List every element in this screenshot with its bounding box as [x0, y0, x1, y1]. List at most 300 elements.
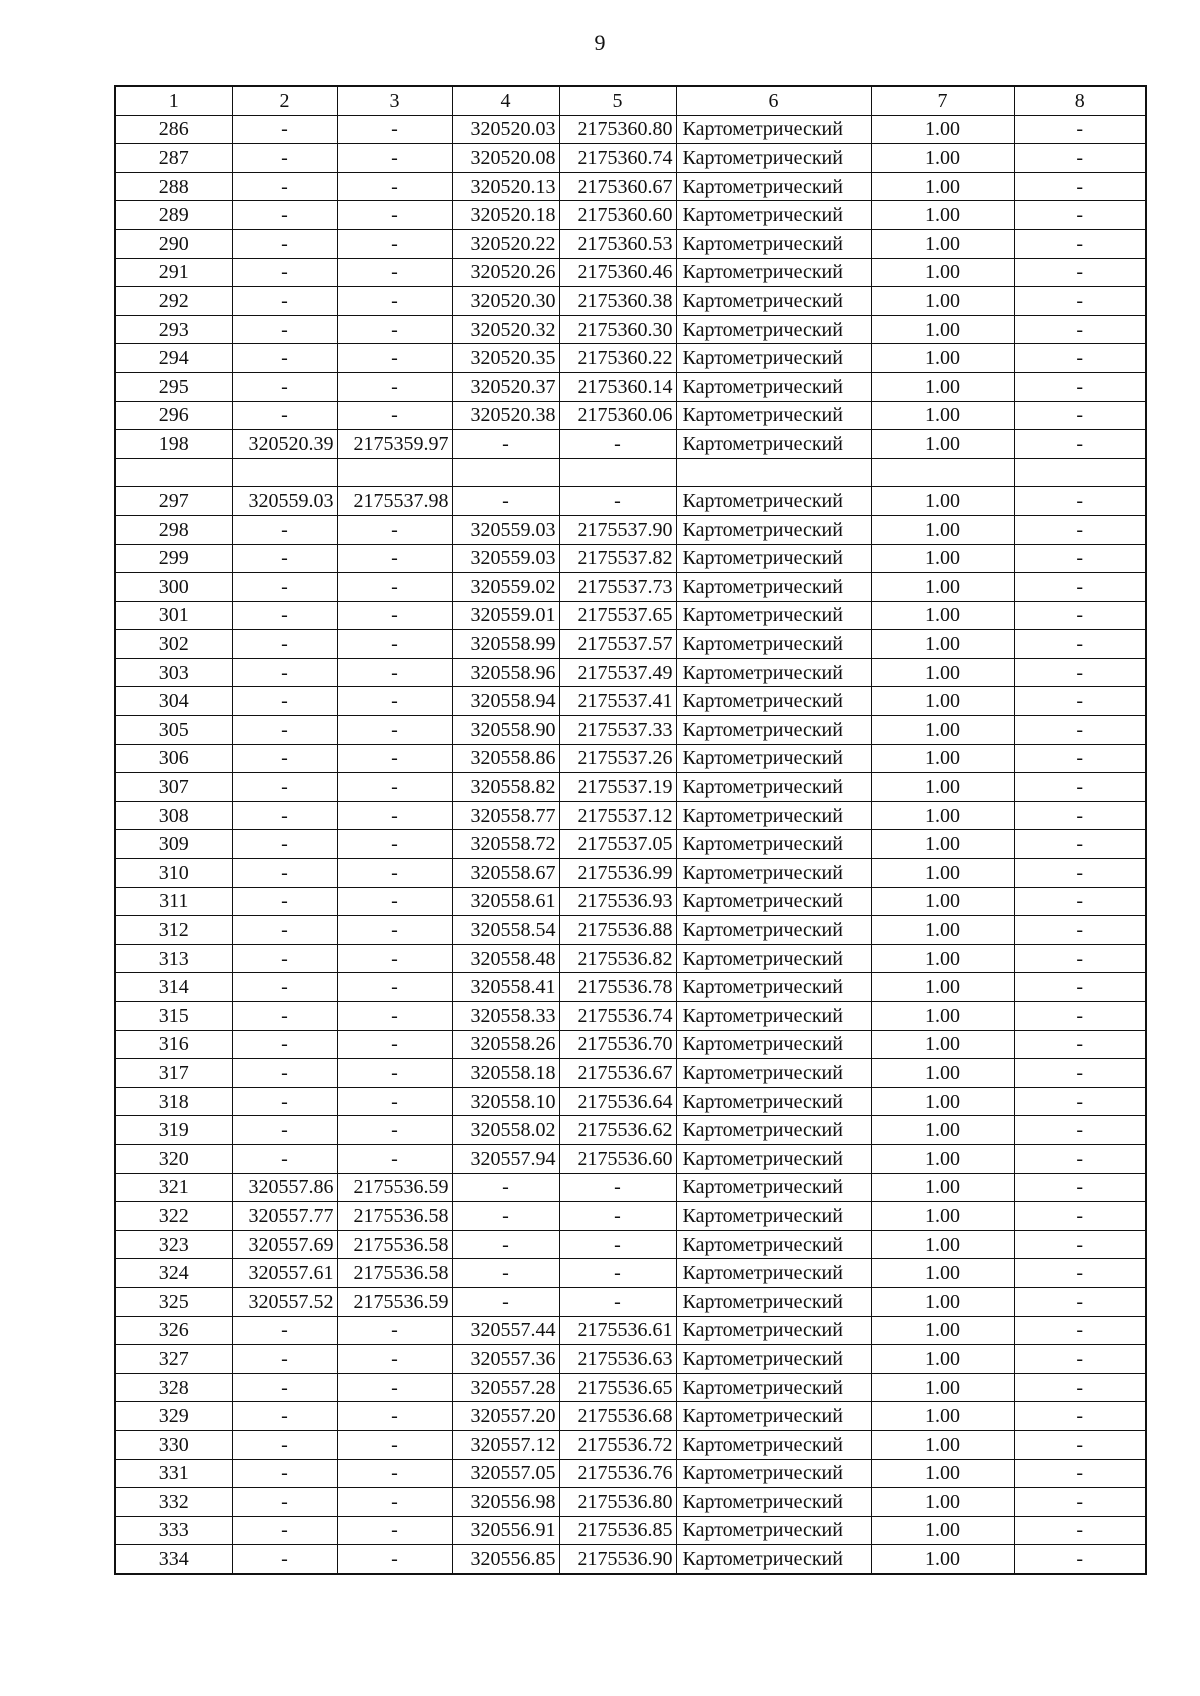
header-cell: 4 — [452, 86, 559, 115]
y-new-cell: 2175536.61 — [559, 1316, 676, 1345]
method-cell: Картометрический — [676, 201, 871, 230]
y-new-cell: 2175537.33 — [559, 716, 676, 745]
method-cell: Картометрический — [676, 487, 871, 516]
x-old-cell: - — [232, 744, 337, 773]
point-number-cell: 318 — [115, 1087, 232, 1116]
method-cell: Картометрический — [676, 1202, 871, 1231]
x-old-cell: - — [232, 401, 337, 430]
y-new-cell: 2175360.53 — [559, 229, 676, 258]
table-row — [115, 573, 1146, 602]
x-old-cell: - — [232, 687, 337, 716]
x-new-cell: 320558.48 — [452, 944, 559, 973]
y-old-cell: - — [337, 887, 452, 916]
y-old-cell: - — [337, 344, 452, 373]
y-old-cell: - — [337, 1373, 452, 1402]
accuracy-cell: 1.00 — [871, 716, 1014, 745]
y-old-cell: 2175359.97 — [337, 430, 452, 459]
accuracy-cell: 1.00 — [871, 1002, 1014, 1031]
y-new-cell: 2175536.74 — [559, 1002, 676, 1031]
accuracy-cell: 1.00 — [871, 630, 1014, 659]
method-cell: Картометрический — [676, 1173, 871, 1202]
method-cell: Картометрический — [676, 573, 871, 602]
x-new-cell: 320558.61 — [452, 887, 559, 916]
x-new-cell: - — [452, 1173, 559, 1202]
y-old-cell: 2175537.98 — [337, 487, 452, 516]
method-cell: Картометрический — [676, 1402, 871, 1431]
point-number-cell: 330 — [115, 1430, 232, 1459]
y-new-cell: 2175536.76 — [559, 1459, 676, 1488]
method-cell: Картометрический — [676, 544, 871, 573]
y-new-cell: 2175536.60 — [559, 1144, 676, 1173]
x-old-cell: 320557.77 — [232, 1202, 337, 1231]
accuracy-cell: 1.00 — [871, 401, 1014, 430]
x-new-cell: - — [452, 1259, 559, 1288]
x-old-cell: - — [232, 887, 337, 916]
y-old-cell: - — [337, 1030, 452, 1059]
y-new-cell: 2175537.65 — [559, 601, 676, 630]
accuracy-cell: 1.00 — [871, 916, 1014, 945]
y-old-cell: - — [337, 372, 452, 401]
x-new-cell: 320558.90 — [452, 716, 559, 745]
accuracy-cell: 1.00 — [871, 1373, 1014, 1402]
y-old-cell: - — [337, 687, 452, 716]
accuracy-cell: 1.00 — [871, 344, 1014, 373]
table-row — [115, 544, 1146, 573]
point-number-cell: 301 — [115, 601, 232, 630]
table-row — [115, 944, 1146, 973]
accuracy-cell: 1.00 — [871, 1173, 1014, 1202]
x-old-cell: - — [232, 315, 337, 344]
accuracy-cell: 1.00 — [871, 201, 1014, 230]
header-cell: 7 — [871, 86, 1014, 115]
x-old-cell: - — [232, 115, 337, 144]
y-new-cell: 2175537.57 — [559, 630, 676, 659]
description-cell: - — [1014, 1087, 1146, 1116]
y-old-cell: - — [337, 1087, 452, 1116]
accuracy-cell: 1.00 — [871, 573, 1014, 602]
accuracy-cell: 1.00 — [871, 487, 1014, 516]
x-new-cell: - — [452, 1287, 559, 1316]
y-new-cell: 2175536.93 — [559, 887, 676, 916]
header-cell: 6 — [676, 86, 871, 115]
table-row — [115, 716, 1146, 745]
table-row — [115, 344, 1146, 373]
table-row — [115, 315, 1146, 344]
y-new-cell: 2175536.65 — [559, 1373, 676, 1402]
method-cell: Картометрический — [676, 973, 871, 1002]
y-new-cell: 2175360.38 — [559, 287, 676, 316]
y-old-cell: - — [337, 601, 452, 630]
accuracy-cell: 1.00 — [871, 859, 1014, 888]
accuracy-cell: 1.00 — [871, 144, 1014, 173]
x-new-cell: 320558.86 — [452, 744, 559, 773]
table-row — [115, 973, 1146, 1002]
table-row — [115, 372, 1146, 401]
x-old-cell: 320557.61 — [232, 1259, 337, 1288]
x-new-cell: 320559.03 — [452, 515, 559, 544]
method-cell: Картометрический — [676, 944, 871, 973]
method-cell: Картометрический — [676, 1373, 871, 1402]
y-old-cell — [337, 458, 452, 487]
method-cell: Картометрический — [676, 830, 871, 859]
y-new-cell: 2175360.22 — [559, 344, 676, 373]
y-new-cell: 2175536.68 — [559, 1402, 676, 1431]
description-cell: - — [1014, 687, 1146, 716]
y-old-cell: - — [337, 315, 452, 344]
x-old-cell: - — [232, 1430, 337, 1459]
y-new-cell: 2175360.74 — [559, 144, 676, 173]
accuracy-cell: 1.00 — [871, 1059, 1014, 1088]
description-cell: - — [1014, 115, 1146, 144]
description-cell: - — [1014, 1488, 1146, 1517]
x-new-cell — [452, 458, 559, 487]
table-row — [115, 630, 1146, 659]
table-row — [115, 1230, 1146, 1259]
y-new-cell: 2175536.62 — [559, 1116, 676, 1145]
x-old-cell: 320557.52 — [232, 1287, 337, 1316]
x-new-cell: 320558.99 — [452, 630, 559, 659]
y-old-cell: - — [337, 287, 452, 316]
table-row — [115, 744, 1146, 773]
x-new-cell: 320559.03 — [452, 544, 559, 573]
method-cell: Картометрический — [676, 1259, 871, 1288]
y-old-cell: - — [337, 1002, 452, 1031]
y-new-cell: 2175536.78 — [559, 973, 676, 1002]
x-old-cell: - — [232, 859, 337, 888]
method-cell: Картометрический — [676, 601, 871, 630]
point-number-cell: 294 — [115, 344, 232, 373]
accuracy-cell: 1.00 — [871, 229, 1014, 258]
table-row — [115, 487, 1146, 516]
description-cell: - — [1014, 544, 1146, 573]
method-cell: Картометрический — [676, 229, 871, 258]
y-new-cell: - — [559, 430, 676, 459]
x-new-cell: 320558.26 — [452, 1030, 559, 1059]
y-new-cell: 2175537.73 — [559, 573, 676, 602]
table-row — [115, 1116, 1146, 1145]
y-old-cell: - — [337, 801, 452, 830]
x-old-cell: - — [232, 1402, 337, 1431]
x-old-cell: 320520.39 — [232, 430, 337, 459]
x-old-cell: - — [232, 372, 337, 401]
point-number-cell: 322 — [115, 1202, 232, 1231]
accuracy-cell: 1.00 — [871, 1030, 1014, 1059]
point-number-cell: 316 — [115, 1030, 232, 1059]
y-old-cell: - — [337, 229, 452, 258]
table-row — [115, 1345, 1146, 1374]
point-number-cell: 320 — [115, 1144, 232, 1173]
method-cell: Картометрический — [676, 1030, 871, 1059]
accuracy-cell: 1.00 — [871, 1488, 1014, 1517]
x-new-cell: 320559.02 — [452, 573, 559, 602]
x-new-cell: 320520.38 — [452, 401, 559, 430]
description-cell: - — [1014, 258, 1146, 287]
method-cell: Картометрический — [676, 1345, 871, 1374]
table-row — [115, 1516, 1146, 1545]
description-cell: - — [1014, 859, 1146, 888]
y-old-cell: - — [337, 144, 452, 173]
y-old-cell: - — [337, 973, 452, 1002]
accuracy-cell: 1.00 — [871, 1459, 1014, 1488]
point-number-cell: 312 — [115, 916, 232, 945]
table-row — [115, 1316, 1146, 1345]
table-row — [115, 1144, 1146, 1173]
description-cell: - — [1014, 773, 1146, 802]
method-cell: Картометрический — [676, 515, 871, 544]
x-new-cell: 320520.22 — [452, 229, 559, 258]
y-old-cell: - — [337, 1516, 452, 1545]
table-header-row — [115, 86, 1146, 115]
table-row — [115, 201, 1146, 230]
table-row — [115, 1259, 1146, 1288]
x-old-cell: - — [232, 1116, 337, 1145]
table-row — [115, 773, 1146, 802]
header-cell: 2 — [232, 86, 337, 115]
point-number-cell: 300 — [115, 573, 232, 602]
point-number-cell: 288 — [115, 172, 232, 201]
y-old-cell: 2175536.58 — [337, 1230, 452, 1259]
table-row — [115, 287, 1146, 316]
point-number-cell: 297 — [115, 487, 232, 516]
x-new-cell: - — [452, 487, 559, 516]
x-old-cell: - — [232, 944, 337, 973]
point-number-cell: 292 — [115, 287, 232, 316]
accuracy-cell: 1.00 — [871, 1116, 1014, 1145]
y-new-cell: - — [559, 1259, 676, 1288]
accuracy-cell: 1.00 — [871, 658, 1014, 687]
point-number-cell: 328 — [115, 1373, 232, 1402]
y-old-cell: - — [337, 744, 452, 773]
method-cell: Картометрический — [676, 1545, 871, 1574]
description-cell: - — [1014, 1402, 1146, 1431]
y-old-cell: - — [337, 1144, 452, 1173]
table-row — [115, 229, 1146, 258]
y-old-cell: - — [337, 115, 452, 144]
y-new-cell: 2175537.12 — [559, 801, 676, 830]
method-cell: Картометрический — [676, 401, 871, 430]
x-old-cell: - — [232, 1516, 337, 1545]
x-old-cell: - — [232, 201, 337, 230]
y-old-cell: - — [337, 773, 452, 802]
y-old-cell: 2175536.58 — [337, 1202, 452, 1231]
table-row — [115, 1373, 1146, 1402]
table-row — [115, 401, 1146, 430]
method-cell: Картометрический — [676, 1059, 871, 1088]
description-cell: - — [1014, 430, 1146, 459]
accuracy-cell: 1.00 — [871, 687, 1014, 716]
x-new-cell: 320520.03 — [452, 115, 559, 144]
x-old-cell: - — [232, 1087, 337, 1116]
x-old-cell: - — [232, 1345, 337, 1374]
y-new-cell: 2175536.88 — [559, 916, 676, 945]
y-new-cell: 2175537.19 — [559, 773, 676, 802]
description-cell: - — [1014, 1259, 1146, 1288]
table-row — [115, 1402, 1146, 1431]
method-cell: Картометрический — [676, 1087, 871, 1116]
table-row — [115, 658, 1146, 687]
x-new-cell: 320558.77 — [452, 801, 559, 830]
y-new-cell: 2175536.70 — [559, 1030, 676, 1059]
x-old-cell — [232, 458, 337, 487]
description-cell: - — [1014, 1287, 1146, 1316]
table-row — [115, 687, 1146, 716]
description-cell: - — [1014, 658, 1146, 687]
table-row — [115, 1002, 1146, 1031]
point-number-cell: 310 — [115, 859, 232, 888]
x-new-cell: 320520.08 — [452, 144, 559, 173]
description-cell: - — [1014, 1545, 1146, 1574]
table-row — [115, 430, 1146, 459]
method-cell: Картометрический — [676, 344, 871, 373]
accuracy-cell: 1.00 — [871, 601, 1014, 630]
y-new-cell: 2175537.90 — [559, 515, 676, 544]
point-number-cell: 293 — [115, 315, 232, 344]
y-old-cell: - — [337, 172, 452, 201]
point-number-cell: 333 — [115, 1516, 232, 1545]
y-new-cell: 2175536.63 — [559, 1345, 676, 1374]
y-old-cell: - — [337, 1345, 452, 1374]
x-new-cell: 320558.72 — [452, 830, 559, 859]
point-number-cell: 286 — [115, 115, 232, 144]
y-old-cell: 2175536.59 — [337, 1173, 452, 1202]
point-number-cell: 309 — [115, 830, 232, 859]
x-new-cell: 320558.02 — [452, 1116, 559, 1145]
accuracy-cell: 1.00 — [871, 1402, 1014, 1431]
method-cell: Картометрический — [676, 916, 871, 945]
point-number-cell — [115, 458, 232, 487]
description-cell: - — [1014, 1202, 1146, 1231]
table-row — [115, 859, 1146, 888]
table-row — [115, 1030, 1146, 1059]
table-row — [115, 1545, 1146, 1574]
y-old-cell: - — [337, 630, 452, 659]
y-new-cell: 2175360.60 — [559, 201, 676, 230]
accuracy-cell: 1.00 — [871, 372, 1014, 401]
method-cell: Картометрический — [676, 1459, 871, 1488]
y-old-cell: - — [337, 1430, 452, 1459]
description-cell: - — [1014, 1373, 1146, 1402]
x-old-cell: - — [232, 1030, 337, 1059]
accuracy-cell: 1.00 — [871, 115, 1014, 144]
y-new-cell: 2175536.99 — [559, 859, 676, 888]
table-row — [115, 1087, 1146, 1116]
x-old-cell: - — [232, 1373, 337, 1402]
x-new-cell: 320557.20 — [452, 1402, 559, 1431]
y-old-cell: - — [337, 830, 452, 859]
description-cell: - — [1014, 287, 1146, 316]
description-cell: - — [1014, 372, 1146, 401]
y-old-cell: - — [337, 916, 452, 945]
description-cell: - — [1014, 1173, 1146, 1202]
point-number-cell: 303 — [115, 658, 232, 687]
accuracy-cell: 1.00 — [871, 1287, 1014, 1316]
accuracy-cell: 1.00 — [871, 773, 1014, 802]
method-cell: Картометрический — [676, 658, 871, 687]
description-cell: - — [1014, 916, 1146, 945]
x-new-cell: - — [452, 1202, 559, 1231]
table-row — [115, 1202, 1146, 1231]
header-cell: 5 — [559, 86, 676, 115]
y-old-cell: - — [337, 573, 452, 602]
x-new-cell: 320520.30 — [452, 287, 559, 316]
point-number-cell: 311 — [115, 887, 232, 916]
description-cell: - — [1014, 801, 1146, 830]
point-number-cell: 290 — [115, 229, 232, 258]
description-cell: - — [1014, 601, 1146, 630]
description-cell: - — [1014, 1059, 1146, 1088]
description-cell: - — [1014, 172, 1146, 201]
y-new-cell: 2175360.06 — [559, 401, 676, 430]
x-old-cell: - — [232, 830, 337, 859]
accuracy-cell: 1.00 — [871, 1202, 1014, 1231]
description-cell: - — [1014, 973, 1146, 1002]
x-old-cell: - — [232, 258, 337, 287]
y-old-cell: - — [337, 1316, 452, 1345]
accuracy-cell: 1.00 — [871, 1345, 1014, 1374]
accuracy-cell: 1.00 — [871, 544, 1014, 573]
y-new-cell: 2175360.80 — [559, 115, 676, 144]
method-cell: Картометрический — [676, 258, 871, 287]
point-number-cell: 302 — [115, 630, 232, 659]
method-cell: Картометрический — [676, 372, 871, 401]
description-cell: - — [1014, 144, 1146, 173]
x-new-cell: 320558.10 — [452, 1087, 559, 1116]
point-number-cell: 198 — [115, 430, 232, 459]
x-old-cell: 320559.03 — [232, 487, 337, 516]
x-old-cell: - — [232, 1488, 337, 1517]
y-old-cell: - — [337, 1116, 452, 1145]
point-number-cell: 314 — [115, 973, 232, 1002]
point-number-cell: 308 — [115, 801, 232, 830]
accuracy-cell: 1.00 — [871, 1144, 1014, 1173]
method-cell: Картометрический — [676, 315, 871, 344]
y-old-cell: 2175536.59 — [337, 1287, 452, 1316]
method-cell: Картометрический — [676, 1316, 871, 1345]
x-old-cell: - — [232, 229, 337, 258]
point-number-cell: 299 — [115, 544, 232, 573]
y-new-cell: 2175536.82 — [559, 944, 676, 973]
table-row — [115, 1430, 1146, 1459]
y-new-cell: 2175360.67 — [559, 172, 676, 201]
table-row — [115, 258, 1146, 287]
y-old-cell: - — [337, 658, 452, 687]
x-new-cell: 320557.36 — [452, 1345, 559, 1374]
x-old-cell: - — [232, 1059, 337, 1088]
description-cell: - — [1014, 630, 1146, 659]
y-old-cell: 2175536.58 — [337, 1259, 452, 1288]
description-cell: - — [1014, 1002, 1146, 1031]
accuracy-cell: 1.00 — [871, 973, 1014, 1002]
point-number-cell: 331 — [115, 1459, 232, 1488]
method-cell: Картометрический — [676, 1144, 871, 1173]
y-new-cell: - — [559, 1287, 676, 1316]
method-cell: Картометрический — [676, 1287, 871, 1316]
page-number: 9 — [594, 30, 606, 55]
x-new-cell: 320558.33 — [452, 1002, 559, 1031]
point-number-cell: 325 — [115, 1287, 232, 1316]
method-cell: Картометрический — [676, 744, 871, 773]
y-old-cell: - — [337, 1459, 452, 1488]
y-new-cell: 2175536.85 — [559, 1516, 676, 1545]
method-cell: Картометрический — [676, 1230, 871, 1259]
x-old-cell: - — [232, 973, 337, 1002]
point-number-cell: 313 — [115, 944, 232, 973]
accuracy-cell: 1.00 — [871, 1087, 1014, 1116]
table-row — [115, 1059, 1146, 1088]
y-new-cell: 2175536.67 — [559, 1059, 676, 1088]
point-number-cell: 291 — [115, 258, 232, 287]
x-old-cell: - — [232, 573, 337, 602]
